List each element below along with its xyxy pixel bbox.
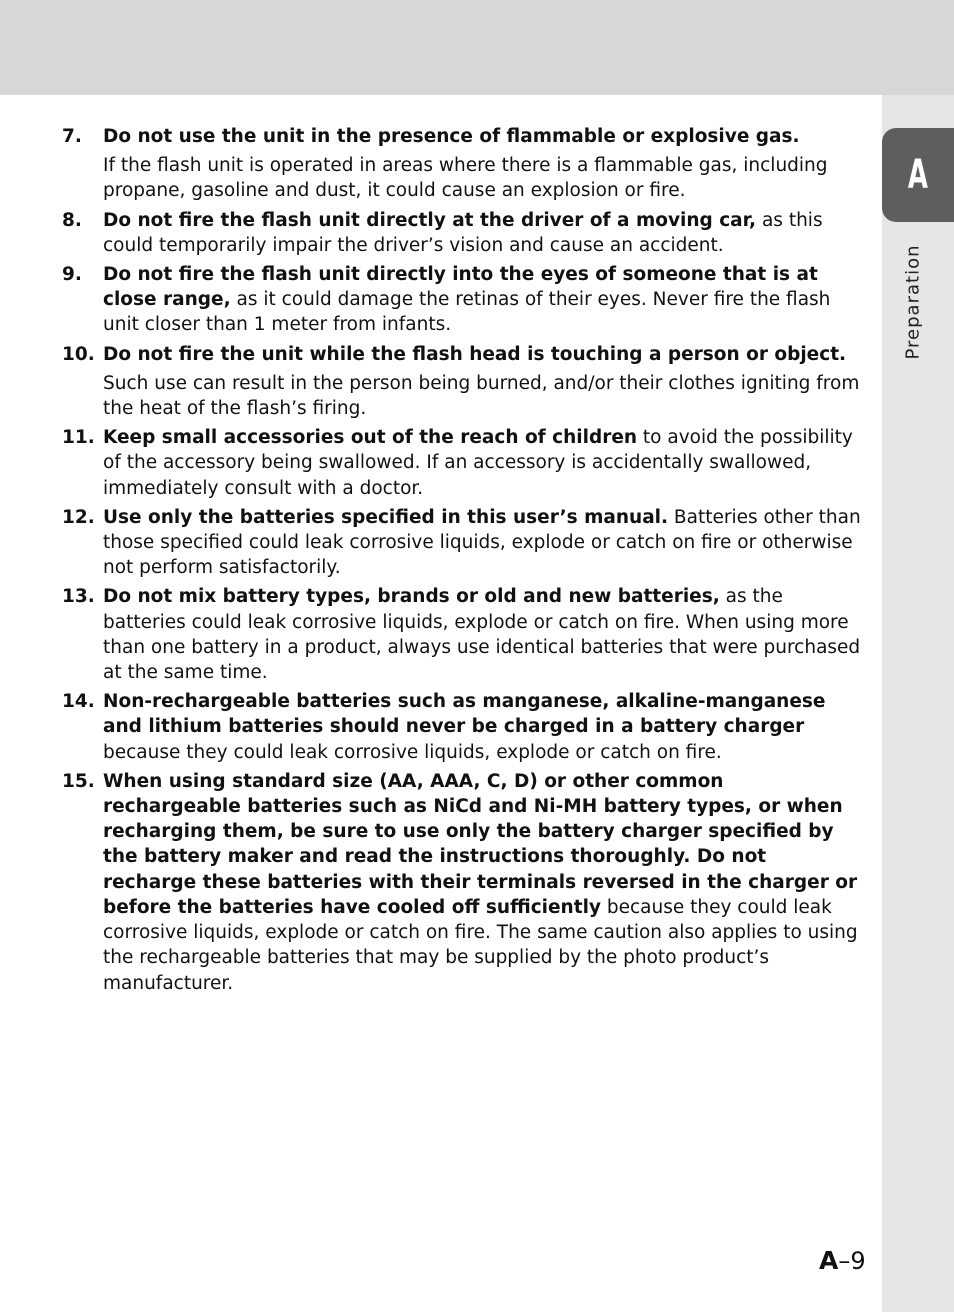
page-number — [819, 1246, 866, 1275]
section-label: Preparation — [902, 244, 924, 360]
item-body: as this could temporarily impair the driver’s vision and cause an accident. — [103, 209, 823, 256]
page-section: A — [819, 1246, 839, 1275]
item-body: If the flash unit is operated in areas where there is a flammable gas, including propane, gasoline and dust, it could cause an explosion or fire. — [103, 155, 828, 202]
item-body: Batteries other than those specified could leak corrosive liquids, explode or catch on fire or otherwise not perform satisfactorily. — [103, 506, 861, 579]
item-body: Such use can result in the person being burned, and/or their clothes igniting from the heat of the flash’s firing. — [103, 372, 860, 420]
item-number: 11. — [62, 427, 95, 449]
item-number: 10. — [62, 343, 95, 365]
header-band — [0, 0, 954, 95]
item-number: 9. — [62, 264, 82, 286]
list-item — [62, 342, 862, 422]
item-lead: Non-rechargeable batteries such as manganese, alkaline-manganese and lithium batteries should never be charged in a battery charger — [103, 691, 826, 738]
section-tab — [882, 128, 954, 222]
item-body: because they could leak corrosive liquids, explode or catch on fire. — [103, 741, 722, 763]
list-item — [62, 208, 862, 258]
item-number: 7. — [62, 126, 82, 147]
item-lead: Use only the batteries specified in this user’s manual. — [103, 506, 669, 528]
item-lead: When using standard size (AA, AAA, C, D) or other common rechargeable batteries such as NiCd and Ni-MH battery types, or when recharging them, be sure to use only the battery charger specified by the battery maker and read the instructions thoroughly. Do not recharge these batteries with their terminals reversed in the charger or before the batteries have cooled off sufficiently — [103, 770, 858, 918]
item-number: 8. — [62, 209, 82, 231]
item-body: as it could damage the retinas of their eyes. Never fire the flash unit closer than 1 meter from infants. — [103, 289, 831, 336]
item-number: 12. — [62, 506, 95, 528]
item-number: 14. — [62, 691, 95, 713]
section-tab-letter: A — [907, 152, 929, 198]
page-separator: – — [838, 1247, 851, 1275]
list-item — [62, 262, 862, 338]
item-lead: Do not use the unit in the presence of flammable or explosive gas. — [103, 126, 800, 147]
item-number: 13. — [62, 586, 95, 608]
list-item — [62, 124, 862, 204]
item-body: as the batteries could leak corrosive liquids, explode or catch on fire. When using more than one battery in a product, always use identical batteries that were purchased at the same time. — [103, 586, 861, 684]
item-body: because they could leak corrosive liquids, explode or catch on fire. The same caution also applies to using the rechargeable batteries that may be supplied by the photo product’s manufacturer. — [103, 896, 858, 994]
item-lead: Do not fire the flash unit directly into the eyes of someone that is at close range, — [103, 264, 818, 311]
item-lead: Do not fire the unit while the flash head is touching a person or object. — [103, 343, 847, 365]
page-digit: 9 — [850, 1247, 866, 1275]
list-item — [62, 425, 862, 501]
list-item — [62, 769, 862, 996]
list-item — [62, 584, 862, 685]
list-item — [62, 689, 862, 765]
item-lead: Do not fire the flash unit directly at the driver of a moving car, — [103, 209, 757, 231]
item-number: 15. — [62, 770, 95, 792]
list-item — [62, 505, 862, 581]
item-body: to avoid the possibility of the accessory being swallowed. If an accessory is accidentally swallowed, immediately consult with a doctor. — [103, 427, 853, 499]
item-lead: Do not mix battery types, brands or old and new batteries, — [103, 586, 720, 608]
item-lead: Keep small accessories out of the reach of children — [103, 427, 638, 449]
caution-list — [62, 124, 862, 1000]
